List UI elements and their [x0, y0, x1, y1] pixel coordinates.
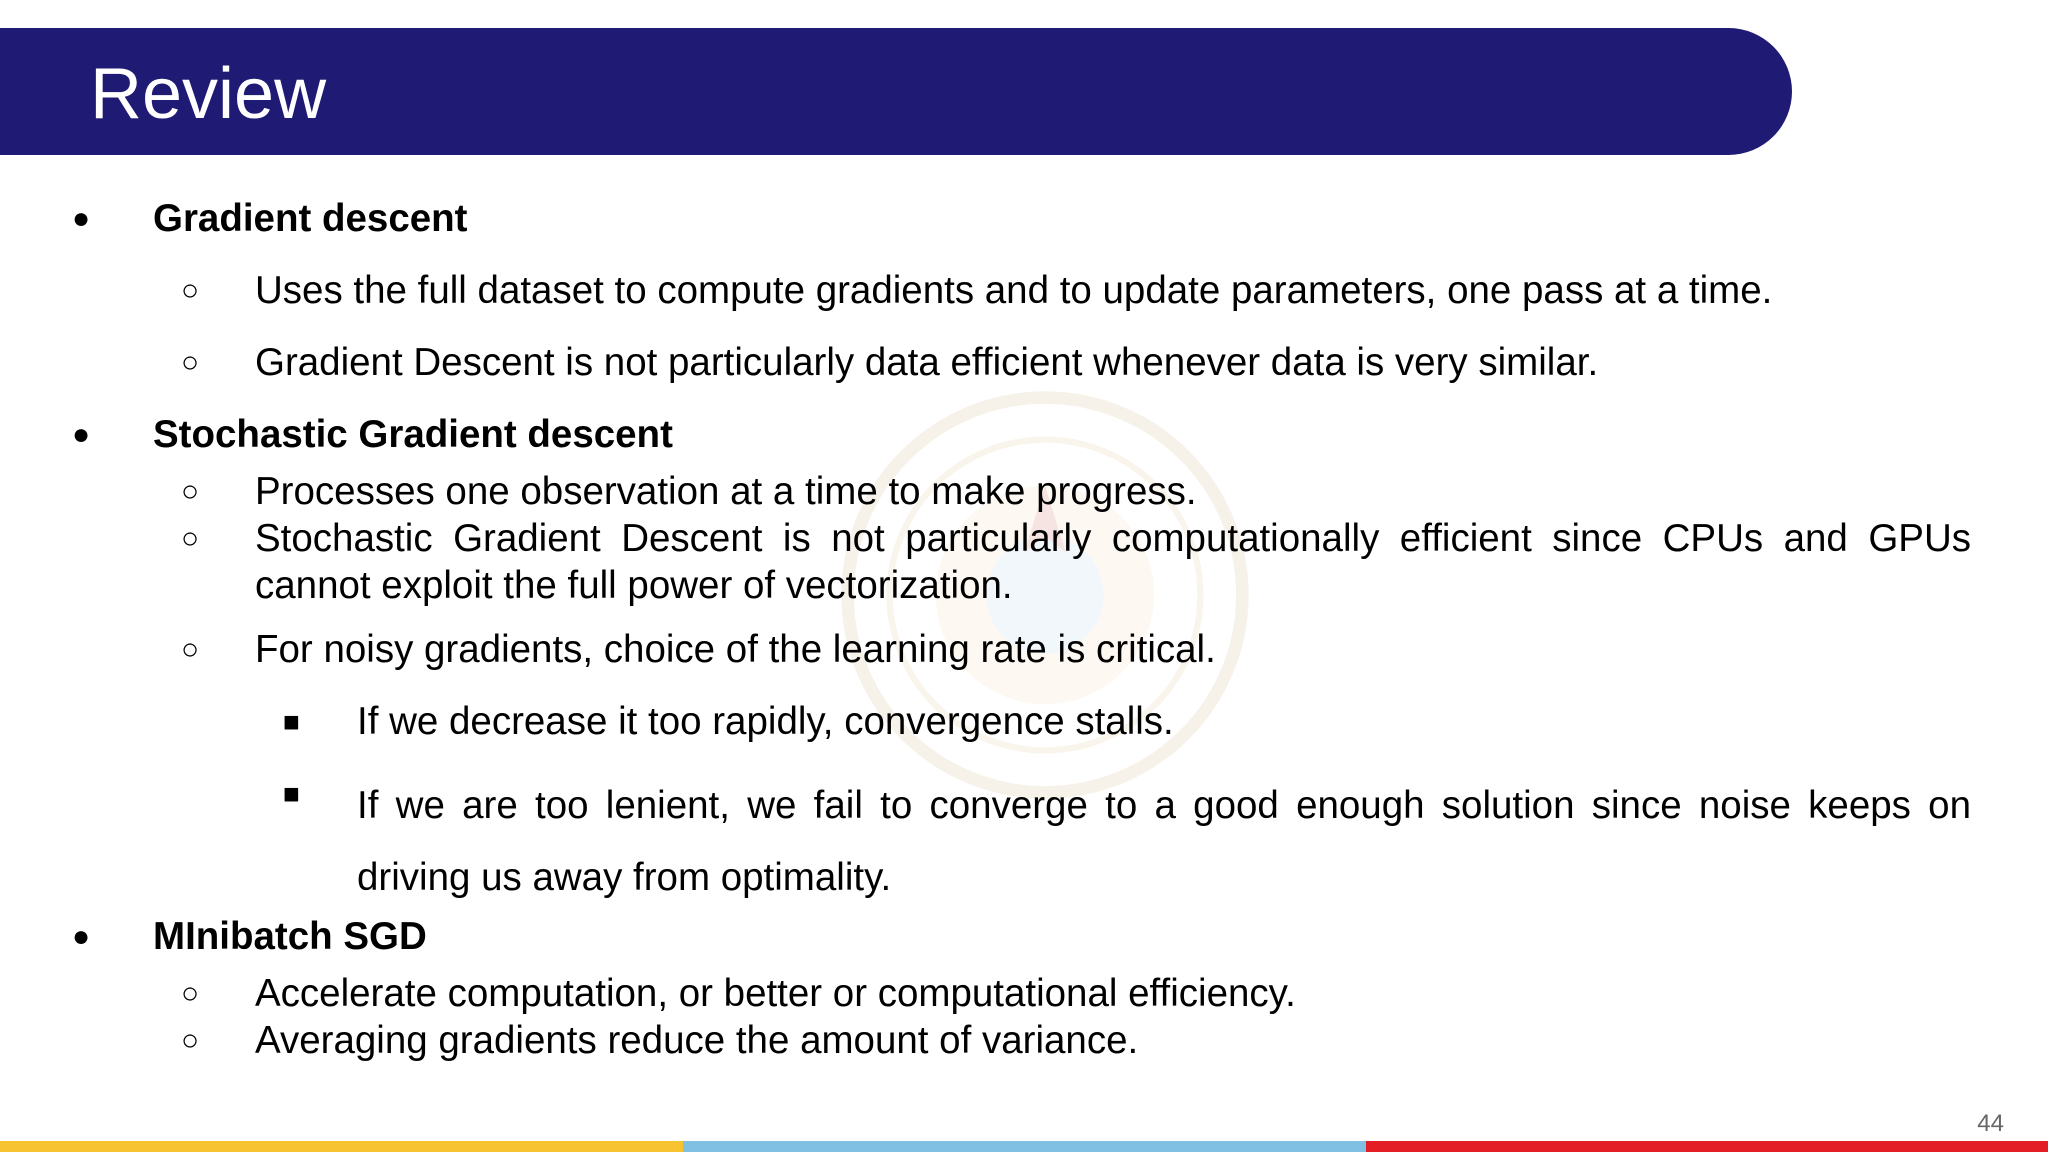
point-sgd-learning-rate: For noisy gradients, choice of the learning rate is critical. [255, 628, 1216, 671]
subpoint-too-lenient: If we are too lenient, we fail to converge to a good enough solution since noise keeps on driving us away from optimality. [357, 784, 1971, 899]
bullet-2-1: ○ [181, 475, 200, 508]
bullet-1: ● [72, 202, 91, 235]
bullet-1-2: ○ [181, 346, 200, 379]
bullet-2-2: ○ [181, 522, 200, 555]
bullet-3-1: ○ [181, 977, 200, 1010]
point-sgd-vectorization: Stochastic Gradient Descent is not particularly computationally efficient since CPUs and GPUs cannot exploit the full power of vectorization. [255, 517, 1971, 607]
section-heading-sgd: Stochastic Gradient descent [153, 413, 673, 456]
point-minibatch-variance: Averaging gradients reduce the amount of variance. [255, 1019, 1139, 1062]
page-number: 44 [1977, 1110, 2004, 1137]
point-sgd-one-observation: Processes one observation at a time to make progress. [255, 470, 1197, 513]
footer-stripe-yellow [0, 1141, 683, 1152]
bullet-1-1: ○ [181, 274, 200, 307]
bullet-3: ● [72, 920, 91, 953]
section-heading-minibatch-sgd: MInibatch SGD [153, 915, 427, 958]
point-gd-data-efficiency: Gradient Descent is not particularly data efficient whenever data is very similar. [255, 341, 1599, 384]
slide-title: Review [90, 54, 327, 134]
subpoint-decrease-rapidly: If we decrease it too rapidly, convergence stalls. [357, 700, 1174, 743]
bullet-2: ● [72, 418, 91, 451]
point-gd-full-dataset: Uses the full dataset to compute gradients and to update parameters, one pass at a time. [255, 269, 1773, 312]
footer-stripe-blue [683, 1141, 1366, 1152]
section-heading-gradient-descent: Gradient descent [153, 197, 468, 240]
bullet-2-3-2: ■ [283, 778, 300, 809]
footer-stripe-red [1366, 1141, 2048, 1152]
point-minibatch-accelerate: Accelerate computation, or better or computational efficiency. [255, 972, 1296, 1015]
bullet-2-3: ○ [181, 633, 200, 666]
bullet-2-3-1: ■ [283, 706, 300, 737]
bullet-3-2: ○ [181, 1024, 200, 1057]
